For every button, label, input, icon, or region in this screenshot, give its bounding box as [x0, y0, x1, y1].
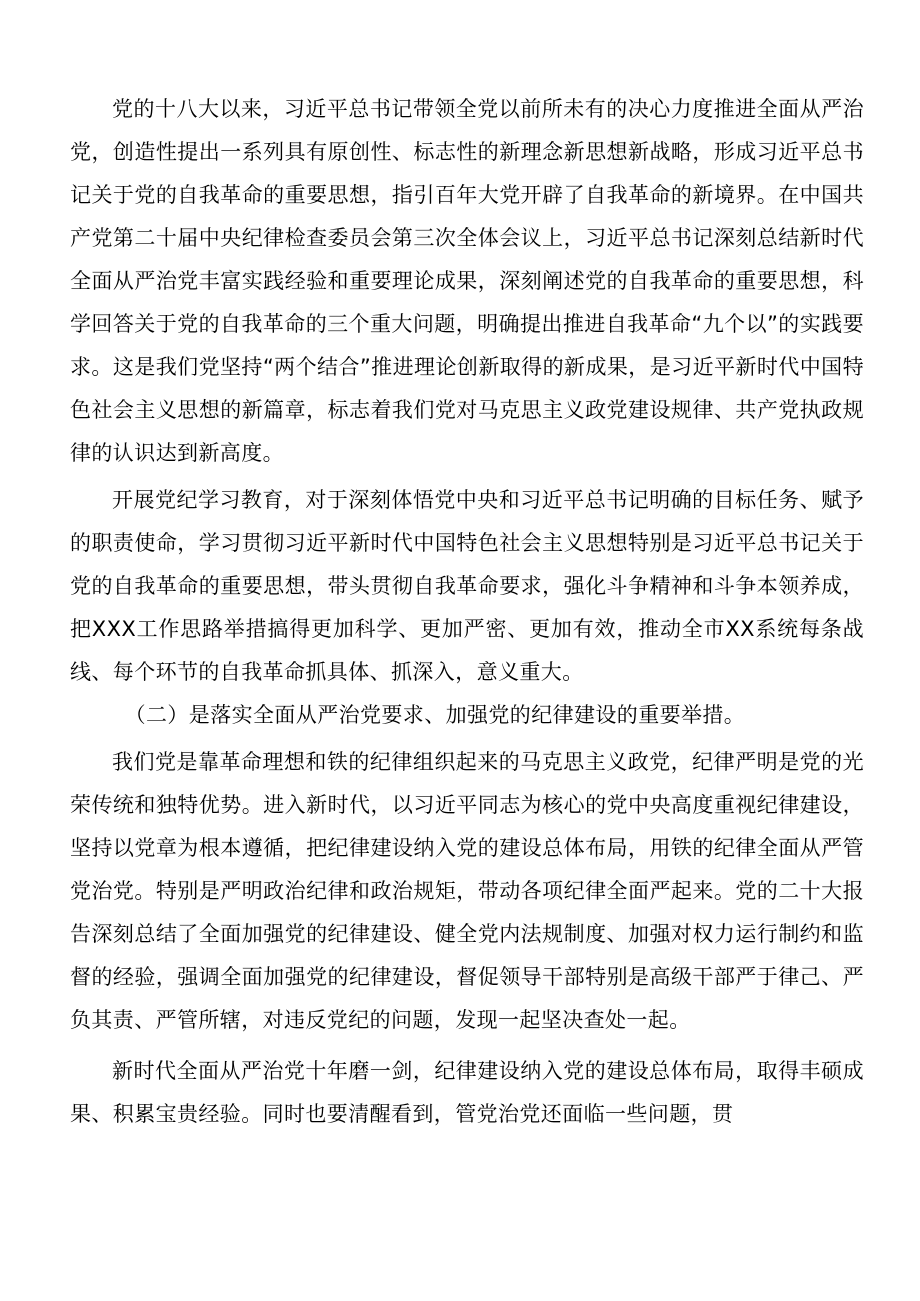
paragraph-discipline-education: 开展党纪学习教育，对于深刻体悟党中央和习近平总书记明确的目标任务、赋予的职责使命，学习贯彻习近平新时代中国特色社会主义思想特别是习近平总书记关于党的自我革命的重要思想，带头贯彻自我革命要求，强化斗争精神和斗争本领养成，把XXX工作思路举措搞得更加科学、更加严密、更加有效，推动全市XX系统每条战线、每个环节的自我革命抓具体、抓深入，意义重大。: [70, 488, 864, 684]
section-heading-2: （二）是落实全面从严治党要求、加强党的纪律建设的重要举措。: [124, 703, 746, 727]
document-body: [70, 88, 864, 1136]
paragraph-new-era: 新时代全面从严治党十年磨一剑，纪律建设纳入党的建设总体布局，取得丰硕成果、积累宝贵经验。同时也要清醒看到，管党治党还面临一些问题，贯: [70, 1059, 864, 1126]
paragraph-self-revolution: 党的十八大以来，习近平总书记带领全党以前所未有的决心力度推进全面从严治党，创造性提出一系列具有原创性、标志性的新理念新思想新战略，形成习近平总书记关于党的自我革命的重要思想，指引百年大党开辟了自我革命的新境界。在中国共产党第二十届中央纪律检查委员会第三次全体会议上，习近平总书记深刻总结新时代全面从严治党丰富实践经验和重要理论成果，深刻阐述党的自我革命的重要思想，科学回答关于党的自我革命的三个重大问题，明确提出推进自我革命“九个以”的实践要求。这是我们党坚持“两个结合”推进理论创新取得的新成果，是习近平新时代中国特色社会主义思想的新篇章，标志着我们党对马克思主义政党建设规律、共产党执政规律的认识达到新高度。: [70, 97, 864, 465]
paragraph-iron-discipline: 我们党是靠革命理想和铁的纪律组织起来的马克思主义政党，纪律严明是党的光荣传统和独特优势。进入新时代，以习近平同志为核心的党中央高度重视纪律建设，坚持以党章为根本遵循，把纪律建设纳入党的建设总体布局，用铁的纪律全面从严管党治党。特别是严明政治纪律和政治规矩，带动各项纪律全面严起来。党的二十大报告深刻总结了全面加强党的纪律建设、健全党内法规制度、加强对权力运行制约和监督的经验，强调全面加强党的纪律建设，督促领导干部特别是高级干部严于律己、严负其责、严管所辖，对违反党纪的问题，发现一起坚决查处一起。: [70, 750, 864, 1032]
